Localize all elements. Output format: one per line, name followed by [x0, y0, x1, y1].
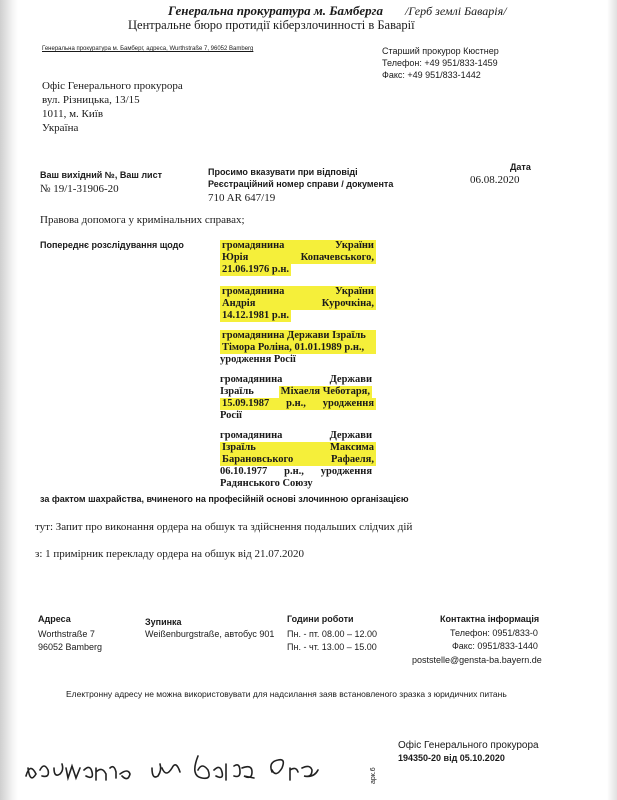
fact-line: за фактом шахрайства, вчиненого на професійній основі злочинною організацією: [40, 494, 409, 504]
persons-list: [220, 240, 376, 490]
person-line: [220, 454, 376, 466]
person-word: Андрія: [222, 298, 256, 309]
person-line: [220, 240, 376, 252]
footer-address: [38, 628, 102, 654]
recipient-block: [42, 79, 183, 135]
person-word: Держави: [329, 430, 372, 441]
footer-hours-line: Пн. - чт. 13.00 – 15.00: [287, 642, 377, 652]
footer-stop-value: Weißenburgstraße, автобус 901: [145, 629, 275, 639]
contact-top: [382, 45, 499, 81]
person-word: уродження: [322, 398, 374, 409]
investigation-label: Попереднє розслідування щодо: [40, 240, 184, 250]
handwritten-note-image: [22, 738, 362, 794]
request-label-1: Просимо вказувати при відповіді: [208, 167, 358, 177]
your-ref-value: № 19/1-31906-20: [40, 183, 119, 195]
with-line: з: 1 примірник перекладу ордера на обшук від 21.07.2020: [35, 548, 305, 560]
person-line: [220, 442, 376, 454]
person-line: [220, 310, 291, 322]
person-word: Росії: [220, 410, 242, 421]
person-word: Радянського Союзу: [220, 478, 313, 489]
person-word: громадянина: [222, 240, 285, 251]
footer-address-line: 96052 Bamberg: [38, 642, 103, 652]
person-word: р.н.,: [284, 466, 304, 477]
person-word: уродження Росії: [220, 354, 296, 365]
person-word: Копачевського,: [300, 252, 374, 263]
footer-hours-label: Години роботи: [287, 614, 354, 624]
footer-hours-line: Пн. - пт. 08.00 – 12.00: [287, 629, 377, 639]
person-word: Барановського: [222, 454, 294, 465]
person-word: громадянина Держави Ізраїль: [222, 330, 366, 341]
person-line: [220, 264, 291, 276]
person-word: України: [334, 240, 374, 251]
person-word: уродження: [320, 466, 372, 477]
footer-hours: [287, 628, 377, 654]
footer-stop-label: Зупинка: [145, 617, 182, 627]
recipient-line: Офіс Генерального прокурора: [42, 80, 183, 92]
footer-contact-fax: Факс: 0951/833-1440: [451, 641, 538, 651]
stamp-line-2: 194350-20 від 05.10.2020: [398, 753, 505, 763]
contact-fax: Факс: +49 951/833-1442: [382, 70, 481, 80]
person-line: [220, 430, 372, 442]
person-word: Тімора Роліна, 01.01.1989 р.н.,: [222, 342, 365, 353]
person-line: [220, 330, 376, 342]
contact-name: Старший прокурор Кюстнер: [382, 46, 499, 56]
person-word: 06.10.1977: [220, 466, 268, 477]
here-line: тут: Запит про виконання ордера на обшук та здійснення подальших слідчих дій: [35, 521, 413, 533]
footer-contact-phone: Телефон: 0951/833-0: [450, 628, 538, 638]
header-subtitle: Центральне бюро протидії кіберзлочинності в Баварії: [128, 18, 415, 32]
request-label-2: Реєстраційний номер справи / документа: [208, 179, 394, 189]
contact-phone: Телефон: +49 951/833-1459: [382, 58, 498, 68]
person-line: [220, 286, 376, 298]
person-word: Юрія: [222, 252, 249, 263]
person-line: [220, 398, 376, 410]
recipient-line: 1011, м. Київ: [42, 108, 104, 120]
person-line: [220, 342, 376, 354]
stamp-line-1: Офіс Генерального прокурора: [398, 740, 539, 751]
person-line: [220, 478, 376, 490]
person-word: Міхаеля Чеботаря,: [280, 386, 370, 397]
person-line: [220, 298, 376, 310]
person-word: громадянина: [220, 430, 283, 441]
footer-address-label: Адреса: [38, 614, 71, 624]
person-word: громадянина: [220, 374, 283, 385]
side-code-text: арк.6: [370, 767, 377, 784]
footer-contact-email: poststelle@gensta-ba.bayern.de: [412, 655, 542, 665]
recipient-line: Україна: [42, 122, 79, 134]
request-value: 710 AR 647/19: [208, 192, 276, 204]
date-label: Дата: [510, 162, 531, 172]
person-line: [220, 466, 372, 478]
footer-notice: Електронну адресу не можна використовувати для надсилання заяв встановленого зразка з юридичних питань: [66, 689, 507, 699]
person-word: Курочкіна,: [321, 298, 374, 309]
person-line: [220, 354, 376, 366]
person-word: р.н.,: [286, 398, 306, 409]
person-word: Рафаеля,: [330, 454, 374, 465]
person-word: громадянина: [222, 286, 285, 297]
footer-contact: [450, 627, 538, 653]
your-ref-label: Ваш вихідний №, Ваш лист: [40, 170, 162, 180]
date-value: 06.08.2020: [470, 174, 520, 186]
person-word: Максима: [330, 442, 374, 453]
person-word: 15.09.1987: [222, 398, 270, 409]
person-word: 14.12.1981 р.н.: [222, 310, 290, 321]
person-word: Ізраїль: [222, 442, 256, 453]
subject-line: Правова допомога у кримінальних справах;: [40, 214, 245, 226]
person-word: України: [334, 286, 374, 297]
person-word: Держави: [329, 374, 372, 385]
coat-of-arms-note: /Герб землі Баварія/: [405, 4, 507, 18]
person-word: Ізраїль: [220, 386, 254, 397]
side-code: [370, 767, 377, 784]
header-title: Генеральна прокуратура м. Бамберга: [168, 3, 383, 18]
person-line: [220, 252, 376, 264]
person-line: [220, 386, 372, 398]
scan-right-shadow: [607, 0, 617, 800]
return-address: Генеральна прокуратура м. Бамберг, адреса, Wurthstraße 7, 96052 Bamberg: [42, 46, 254, 52]
person-line: [220, 374, 372, 386]
scan-left-shadow: [0, 0, 18, 800]
person-line: [220, 410, 376, 422]
footer-contact-label: Контактна інформація: [440, 614, 540, 624]
person-word: 21.06.1976 р.н.: [222, 264, 290, 275]
footer-address-line: Worthstraße 7: [38, 629, 95, 639]
recipient-line: вул. Різницька, 13/15: [42, 94, 140, 106]
